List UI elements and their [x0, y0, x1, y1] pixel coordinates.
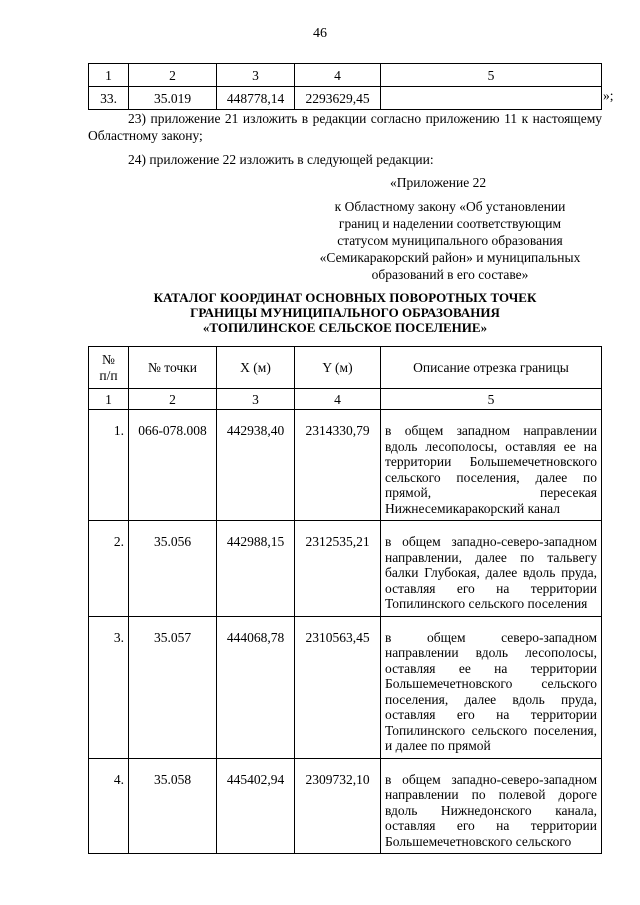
row-number: 2.	[89, 521, 129, 617]
paragraph: 23) приложение 21 изложить в редакции согласно приложению 11 к настоящему Областному закону;	[88, 111, 602, 143]
table-cell: 2	[129, 64, 217, 87]
table-row	[89, 616, 602, 758]
y-coordinate: 2309732,10	[295, 758, 381, 854]
table-cell: 3	[217, 389, 295, 410]
point-id: 35.058	[129, 758, 217, 854]
boundary-description: в общем западном направлении вдоль лесополосы, оставляя ее на территории Большемечетновского сельского поселения, далее по прямой, пересекая Нижнесемикаракорский канал	[381, 410, 602, 521]
table-cell: 1	[89, 389, 129, 410]
table-cell: 2	[129, 389, 217, 410]
page-number: 46	[313, 26, 327, 41]
table-cell	[381, 87, 602, 110]
y-coordinate: 2312535,21	[295, 521, 381, 617]
table-cell: 1	[89, 64, 129, 87]
table-cell: 2293629,45	[295, 87, 381, 110]
appendix-line: образований в его составе»	[371, 267, 529, 282]
table-header-row	[89, 64, 602, 87]
catalog-line: ГРАНИЦЫ МУНИЦИПАЛЬНОГО ОБРАЗОВАНИЯ	[190, 305, 500, 320]
point-id: 35.056	[129, 521, 217, 617]
table-row	[89, 758, 602, 854]
table-row	[89, 521, 602, 617]
header-num-line: №	[102, 352, 115, 367]
header-desc: Описание отрезка границы	[381, 347, 602, 389]
x-coordinate: 442938,40	[217, 410, 295, 521]
table-cell: 4	[295, 389, 381, 410]
y-coordinate: 2314330,79	[295, 410, 381, 521]
y-coordinate: 2310563,45	[295, 616, 381, 758]
table-row	[89, 87, 602, 110]
boundary-description: в общем западно-северо-западном направлении, далее по тальвегу балки Глубокая, далее вдоль пруда, оставляя его на территории Топилинского сельского поселения	[381, 521, 602, 617]
table-cell: 35.019	[129, 87, 217, 110]
header-x: X (м)	[217, 347, 295, 389]
row-number: 4.	[89, 758, 129, 854]
closing-quote: »;	[603, 88, 614, 103]
table-cell: 5	[381, 64, 602, 87]
appendix-description	[285, 198, 615, 283]
paragraph: 24) приложение 22 изложить в следующей редакции:	[128, 152, 434, 167]
header-num	[89, 347, 129, 389]
x-coordinate: 445402,94	[217, 758, 295, 854]
catalog-line: «ТОПИЛИНСКОЕ СЕЛЬСКОЕ ПОСЕЛЕНИЕ»	[202, 320, 488, 335]
appendix-title: «Приложение 22	[390, 175, 487, 190]
continued-table	[88, 63, 602, 110]
appendix-line: границ и наделении соответствующим	[338, 216, 562, 231]
table-cell: 5	[381, 389, 602, 410]
table-cell: 3	[217, 64, 295, 87]
table-cell: 33.	[89, 87, 129, 110]
header-num-line: п/п	[99, 367, 118, 383]
table-header-row	[89, 347, 602, 389]
point-id: 35.057	[129, 616, 217, 758]
row-number: 3.	[89, 616, 129, 758]
row-number: 1.	[89, 410, 129, 521]
coordinates-table	[88, 346, 602, 854]
table-cell: 448778,14	[217, 87, 295, 110]
header-point: № точки	[129, 347, 217, 389]
appendix-line: статусом муниципального образования	[337, 233, 563, 248]
table-row	[89, 410, 602, 521]
boundary-description: в общем западно-северо-западном направлении по полевой дороге вдоль Нижнедонского канала, оставляя его на территории Большемечетновского сельского	[381, 758, 602, 854]
appendix-line: «Семикаракорский район» и муниципальных	[319, 250, 581, 265]
x-coordinate: 442988,15	[217, 521, 295, 617]
column-number-row	[89, 389, 602, 410]
x-coordinate: 444068,78	[217, 616, 295, 758]
table-cell: 4	[295, 64, 381, 87]
catalog-heading	[88, 290, 602, 335]
appendix-line: к Областному закону «Об установлении	[334, 199, 566, 214]
boundary-description: в общем северо-западном направлении вдоль лесополосы, оставляя ее на территории Большемечетновского сельского поселения, далее вдоль пруда, оставляя его на территории Топилинского сельского поселения, и далее по прямой	[381, 616, 602, 758]
point-id: 066-078.008	[129, 410, 217, 521]
catalog-line: КАТАЛОГ КООРДИНАТ ОСНОВНЫХ ПОВОРОТНЫХ ТОЧЕК	[153, 290, 537, 305]
header-y: Y (м)	[295, 347, 381, 389]
